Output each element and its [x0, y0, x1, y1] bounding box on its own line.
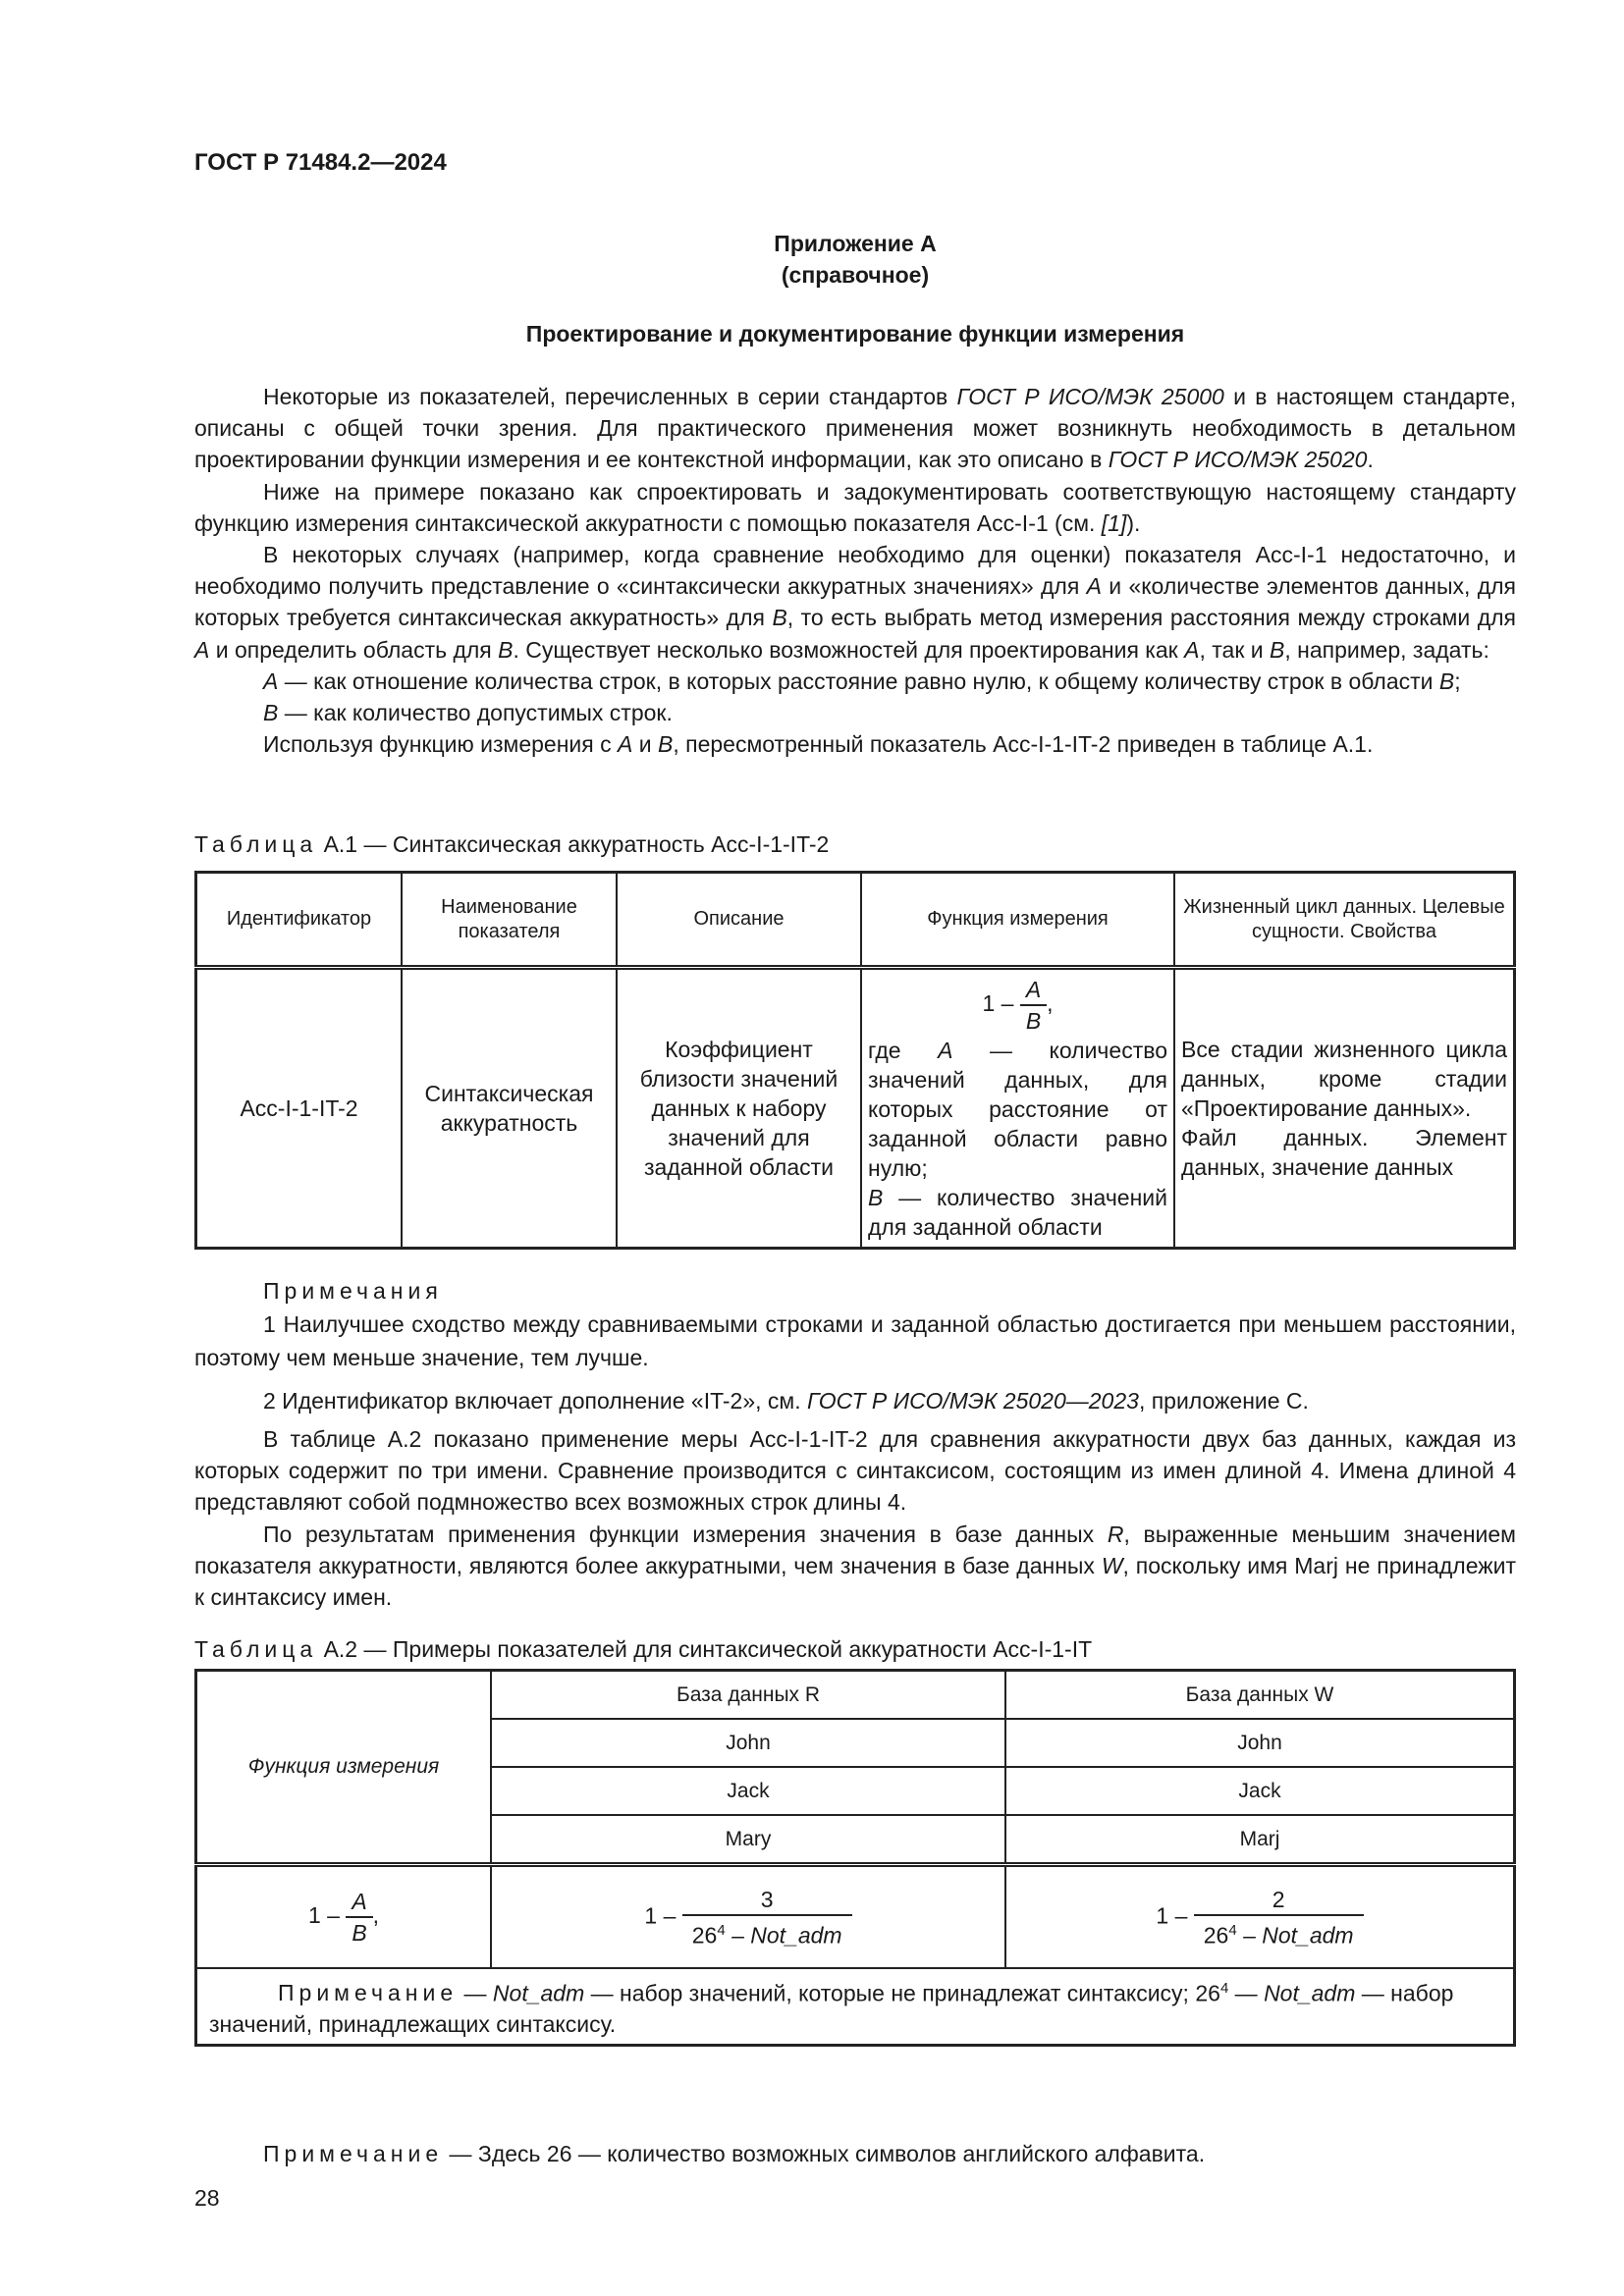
appendix-label: Приложение А: [774, 231, 937, 256]
table-a2-note: Примечание — Not_adm — набор значений, которые не принадлежат синтаксису; $26^4$ — Not_adm — набор значений, принадлежащих синтаксису.: [196, 1968, 1515, 2046]
mid-text: [194, 1423, 1516, 1613]
table-a1-row: [196, 968, 1515, 1249]
final-note: Примечание — Здесь 26 — количество возможных символов английского алфавита.: [263, 2141, 1206, 2166]
definition-a: A — как отношение количества строк, в которых расстояние равно нулю, к общему количеству строк в области B;: [263, 667, 1461, 694]
appendix-title: Проектирование и документирование функции измерения: [525, 321, 1185, 347]
table-a2: [194, 1669, 1516, 2047]
document-code: ГОСТ Р 71484.2—2024: [194, 149, 447, 176]
table-a2-formula-w: 1 – $\frac{2}{26^4 - Not\_adm}$: [1005, 1865, 1515, 1969]
table1-caption: Таблица А.1 — Синтаксическая аккуратность Acc-I-1-IT-2: [194, 831, 830, 857]
table-a1-header-function: Функция измерения: [861, 873, 1174, 968]
intro-paragraph-4: Используя функцию измерения с A и B, пересмотренный показатель Acc-I-1-IT-2 приведен в таблице А.1.: [263, 731, 1374, 758]
mid-paragraph-2: По результатам применения функции измерения значения в базе данных R, выраженные меньшим значением показателя аккуратности, являются более аккуратными, чем значения в базе данных W, поскольку имя Marj не принадлежит к синтаксису имен.: [194, 1521, 1516, 1611]
table-a1-header-description: Описание: [617, 873, 861, 968]
intro-paragraph-3: В некоторых случаях (например, когда сравнение необходимо для оценки) показателя Acc-I-1 недостаточно, и необходимо получить представление о «синтаксически аккуратных значениях» для A и «количестве элементов данных, для которых требуется синтаксическая аккуратность» для B, то есть выбрать метод измерения расстояния между строками для A и определить область для B. Существует несколько возможностей для проектирования как A, так и B, например, задать:: [194, 542, 1516, 663]
notes-label: Примечания: [263, 1278, 443, 1304]
page-number: 28: [194, 2185, 220, 2211]
table-a1-name: Синтаксическая аккуратность: [402, 968, 617, 1249]
table-row: Mary Marj: [196, 1815, 1515, 1865]
appendix-heading: [194, 228, 1516, 291]
table-a1-function: [861, 968, 1174, 1249]
note-1: 1 Наилучшее сходство между сравниваемыми строками и заданной областью достигается при меньшем расстоянии, поэтому чем меньше значение, тем лучше.: [194, 1311, 1516, 1370]
table-a2-row-db: [196, 1671, 1515, 1720]
note-2: 2 Идентификатор включает дополнение «IT-2», см. ГОСТ Р ИСО/МЭК 25020—2023, приложение С.: [263, 1388, 1309, 1414]
table-a2-formula-row: [196, 1865, 1515, 1969]
table-a1-id: Acc-I-1-IT-2: [196, 968, 403, 1249]
table-a2-db-w: База данных W: [1005, 1671, 1515, 1720]
table-a1-function-where-b: B — количество значений для заданной области: [868, 1185, 1167, 1240]
intro-paragraph-2: Ниже на примере показано как спроектировать и задокументировать соответствующую настоящему стандарту функцию измерения синтаксической аккуратности с помощью показателя Acc-I-1 (см. [1]).: [194, 478, 1516, 536]
table-a1-lifecycle: Все стадии жизненного цикла данных, кроме стадии «Проектирование данных». Файл данных. Элемент данных, значение данных: [1174, 968, 1515, 1249]
table-a2-formula-r: 1 – $\frac{3}{26^4 - Not\_adm}$: [491, 1865, 1005, 1969]
table-row: Jack Jack: [196, 1767, 1515, 1815]
table-a2-func-label: Функция измерения: [196, 1671, 492, 1865]
table-a1-header-name: Наименование показателя: [402, 873, 617, 968]
intro-text: [194, 381, 1516, 760]
definition-b: B — как количество допустимых строк.: [263, 700, 673, 726]
table-a1-header-lifecycle: Жизненный цикл данных. Целевые сущности. Свойства: [1174, 873, 1515, 968]
table-a2-note-row: [196, 1968, 1515, 2046]
mid-paragraph-1: В таблице А.2 показано применение меры Acc-I-1-IT-2 для сравнения аккуратности двух баз данных, каждая из которых содержит по три имени. Сравнение производится с синтаксисом, состоящим из имен длиной 4. Имена длиной 4 представляют собой подмножество всех возможных строк длины 4.: [194, 1426, 1516, 1516]
table-a1-header-id: Идентификатор: [196, 873, 403, 968]
table-a1-formula: 1 – $\frac{A}{B}$ ,: [982, 977, 1054, 1034]
appendix-type: (справочное): [781, 262, 930, 288]
table-a1-function-where: где A — количество значений данных, для которых расстояние от заданной области равно нулю;: [868, 1038, 1167, 1181]
notes-1: [194, 1274, 1516, 1417]
table-a2-db-r: База данных R: [491, 1671, 1005, 1720]
table-a1-header-row: [196, 873, 1515, 968]
table-row: John John: [196, 1719, 1515, 1767]
table-a2-formula-generic: 1 – $\frac{A}{B}$ ,: [196, 1865, 492, 1969]
intro-paragraph-1: Некоторые из показателей, перечисленных в серии стандартов ГОСТ Р ИСО/МЭК 25000 и в настоящем стандарте, описаны с общей точки зрения. Для практического применения может возникнуть необходимость в детальном проектировании функции измерения и ее контекстной информации, как это описано в ГОСТ Р ИСО/МЭК 25020.: [194, 384, 1516, 473]
table-a1: [194, 871, 1516, 1250]
table2-caption: Таблица А.2 — Примеры показателей для синтаксической аккуратности Acc-I-1-IT: [194, 1636, 1093, 1662]
table-a1-description: Коэффициент близости значений данных к набору значений для заданной области: [617, 968, 861, 1249]
